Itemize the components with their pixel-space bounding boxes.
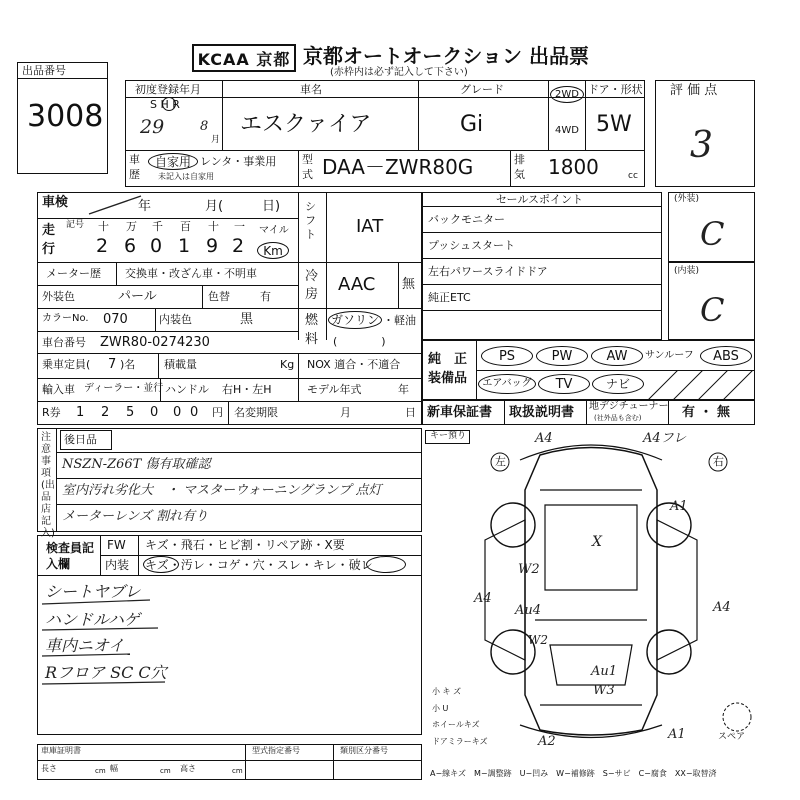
mileage-unit-1: 万 [126,220,137,233]
recycle-digit-3: 0 [150,405,159,420]
mileage-digit-5: 2 [232,235,245,257]
interior-label: (内装) [674,266,700,276]
equip-airbag: エアバッグ [478,374,536,394]
equipment-blank-hatch [648,370,755,400]
sales-point-1: バックモニター [428,213,505,226]
capacity-value: 7 [108,357,117,372]
car-damage-diagram [425,430,755,748]
chassis-number: ZWR80-0274230 [100,335,210,350]
notes-label: 注意事項(出品店記入) [41,432,55,539]
transfer-label: 名変期限 [234,406,278,419]
grade-label: グレード [460,83,504,96]
mark-w3: W3 [593,683,615,698]
mark-w2-lower: W2 [528,633,548,647]
retrofit-label: 後日品 [64,433,97,446]
mileage-km-circle: Km [257,242,289,259]
ext-color: パール [118,289,157,304]
mileage-digit-4: 9 [206,235,219,257]
equip-ps: PS [481,346,533,366]
score-label: 評 価 点 [670,83,718,98]
mileage-note: 記号 [66,220,85,230]
first-reg-year: 29 [140,116,165,138]
equip-navi: ナビ [592,374,644,394]
model-year-label: モデル年式 [307,383,362,396]
car-name: エスクァイア [240,112,372,137]
diagram-left-label: 左 [495,455,506,468]
fuel-label-1: 燃 [305,313,319,328]
usage-label-2: 歴 [129,168,140,181]
inspector-line-3: 車内ニオイ [45,636,125,655]
door-type: 5W [596,112,632,137]
meter-history-label: メーター歴 [46,267,101,280]
note-line-2: 室内汚れ劣化大 ・ マスターウォーニングランプ 点灯 [62,483,382,498]
ac-label-2: 房 [305,287,319,302]
inspector-line-1: シートヤブレ [45,582,141,601]
equip-pw: PW [536,346,588,366]
own-use-circle: 自家用 [148,153,198,170]
mark-front-a4fure: A4フレ [643,431,687,446]
equip-abs: ABS [700,346,752,366]
displacement-label-2: 気 [514,168,525,181]
heisei-circle [162,97,176,111]
recycle-digit-4: 0 [173,405,182,420]
mark-a4-right: A4 [713,600,731,615]
usage-note: 未記入は自家用 [158,172,214,181]
displacement-value: 1800 [548,155,599,179]
model-year-unit: 年 [398,383,409,396]
footer-width: 幅 [110,764,118,773]
transfer-day: 日 [405,406,416,419]
legend-mirror-scratch: ドアミラーキズ [432,737,488,746]
mark-au4: Au4 [515,603,542,618]
inspector-fw-items: キズ・飛石・ヒビ割・リペア跡・X要 [145,538,345,552]
note-line-1: NSZN-Z66T 傷有取確認 [62,457,211,472]
key-deposit-label: キー預り [430,431,467,441]
digital-tuner: 地デジチューナー [589,401,669,412]
first-reg-month: 8 [200,119,209,134]
damage-code-legend: A−線キズ M−調整跡 U−凹み W−補修跡 S−サビ C−腐食 XX−取替済 [430,769,717,778]
exterior-grade: C [700,215,725,253]
inspection-strike [85,194,145,216]
footer-length-unit: cm [95,767,106,775]
inspection-year: 年 [138,199,152,214]
owners-manual: 取扱説明書 [509,405,575,420]
mileage-digit-0: 2 [96,235,109,257]
equip-aw: AW [591,346,643,366]
recycle-digit-2: 5 [126,405,135,420]
door-label: ドア・形状 [588,83,643,96]
color-change-value: 有 [260,290,271,303]
inspector-fw: FW [107,538,126,552]
score-value: 3 [690,125,713,166]
equip-tv: TV [538,374,590,394]
mileage-digit-2: 0 [150,235,163,257]
interior-grade: C [700,291,725,329]
displacement-unit: cc [628,171,638,181]
drive-2wd: 2WD [550,86,584,103]
car-name-label: 車名 [300,83,322,96]
inspection-label: 車検 [42,195,69,210]
shift-label: シフト [305,200,316,241]
recycle-digit-1: 2 [101,405,110,420]
color-no-label: カラーNo. [42,313,89,324]
legend-wheel-scratch: ホイールキズ [432,720,480,729]
recycle-digit-0: 1 [76,405,85,420]
inspector-line-2: ハンドルハゲ [45,610,140,629]
interior-tear-circle [366,556,406,573]
legend-small-scratch: 小 キ ズ [432,687,462,696]
mileage-mile: マイル [259,225,289,236]
footer-type-number: 型式指定番号 [252,746,300,755]
ext-color-label: 外装色 [42,290,75,303]
load-unit: Kg [280,358,295,371]
lot-number-label: 出品番号 [22,64,66,77]
inspector-underlines [40,580,170,688]
digital-tuner-sub: (社外品も含む) [594,414,642,422]
mileage-digit-3: 1 [178,235,191,257]
inspector-line-4: Rフロア SC C穴 [45,663,167,682]
footer-class-number: 類別区分番号 [340,746,388,755]
mark-a1-rear: A1 [668,727,686,742]
color-change-label: 色替 [208,290,230,303]
sales-point-4: 純正ETC [428,291,471,304]
meter-history-options: 交換車・改ざん車・不明車 [125,267,257,280]
model-label-2: 式 [302,168,313,181]
color-no: 070 [103,312,128,327]
mark-a1-right: A1 [670,499,688,514]
int-color-label: 内装色 [159,313,192,326]
digital-tuner-yes-no: 有 ・ 無 [682,405,731,420]
mileage-unit-0: 十 [98,220,109,233]
mark-front-a4: A4 [535,431,553,446]
transfer-month: 月 [340,406,351,419]
mileage-unit-2: 千 [152,220,163,233]
exterior-label: (外装) [674,194,700,204]
fuel-gasoline-circle: ガソリン [328,311,382,329]
footer-garage-proof: 車庫証明書 [41,746,81,755]
recycle-label: R券 [42,406,61,419]
footer-height: 高さ [180,764,196,773]
model-label-1: 型 [302,153,313,166]
usage-rent: レンタ・事業用 [200,155,277,168]
capacity-unit: )名 [120,358,136,371]
mark-au1: Au1 [591,664,618,679]
month-unit: 月 [211,135,221,145]
recycle-unit: 円 [212,406,223,419]
form-title: 京都オートオークション 出品票 [303,44,589,68]
footer-length: 長さ [41,764,57,773]
new-car-warranty: 新車保証書 [427,405,493,420]
load-label: 積載量 [164,358,197,371]
import-label: 輸入車 [42,383,75,396]
interior-scratch-circle [143,556,179,573]
mark-w2-upper: W2 [518,562,540,577]
import-options: ディーラー・並行 [84,383,164,394]
shift-value: IAT [356,216,384,237]
sales-point-3: 左右パワースライドドア [428,265,548,278]
equipment-label-1: 純 正 [428,352,468,367]
era-options: S H R [150,98,180,111]
equipment-label-2: 装備品 [428,371,468,386]
usage-label-1: 車 [129,153,140,166]
diagram-spare-label: スペア [718,732,746,742]
fuel-other: ( ) [333,335,386,348]
mileage-label-1: 走 [42,223,56,238]
int-color: 黒 [240,312,254,327]
nox-compliance: NOX 適合・不適合 [307,358,401,371]
diagram-right-label: 右 [713,455,724,468]
ac-label-1: 冷 [305,269,319,284]
mark-x-roof: X [592,534,602,550]
recycle-digit-5: 0 [190,405,199,420]
handle-options: 右H・左H [222,383,272,396]
inspector-interior: 内装 [105,558,130,572]
footer-height-unit: cm [232,767,243,775]
inspector-interior-items: キズ・汚レ・コゲ・穴・スレ・キレ・破レ [145,558,373,572]
form-subtitle: (赤枠内は必ず記入して下さい) [330,67,468,78]
capacity-label: 乗車定員( [42,358,91,371]
model-code: DAA－ZWR80G [322,155,474,179]
sales-points-title: セールスポイント [496,193,584,206]
inspection-day: 日) [262,199,281,214]
ac-none: 無 [402,277,416,292]
legend-small-dent: 小 U [432,704,449,713]
ac-value: AAC [338,274,376,295]
mileage-digit-1: 6 [124,235,137,257]
mark-a2-rear: A2 [538,734,556,749]
inspector-label: 検査員記入欄 [46,541,95,571]
lot-number: 3008 [27,99,104,134]
note-line-3: メーターレンズ 割れ有り [62,509,209,524]
mileage-label-2: 行 [42,242,56,257]
footer-width-unit: cm [160,767,171,775]
first-reg-label: 初度登録年月 [135,83,201,96]
sales-point-2: プッシュスタート [428,239,516,252]
drive-4wd: 4WD [555,125,579,136]
fuel-label-2: 料 [305,332,319,347]
mileage-unit-3: 百 [180,220,191,233]
mileage-unit-4: 十 [208,220,219,233]
mark-a4-left: A4 [474,591,492,606]
kcaa-logo: KCAA 京都 [192,44,296,72]
handle-label: ハンドル [165,383,209,396]
grade: Gi [460,112,484,137]
fuel-light-oil: ・軽油 [383,314,416,327]
mileage-unit-5: 一 [234,220,245,233]
inspection-month: 月( [205,199,224,214]
displacement-label-1: 排 [514,153,525,166]
chassis-label: 車台番号 [42,336,86,349]
equip-sunroof: サンルーフ [645,350,694,361]
